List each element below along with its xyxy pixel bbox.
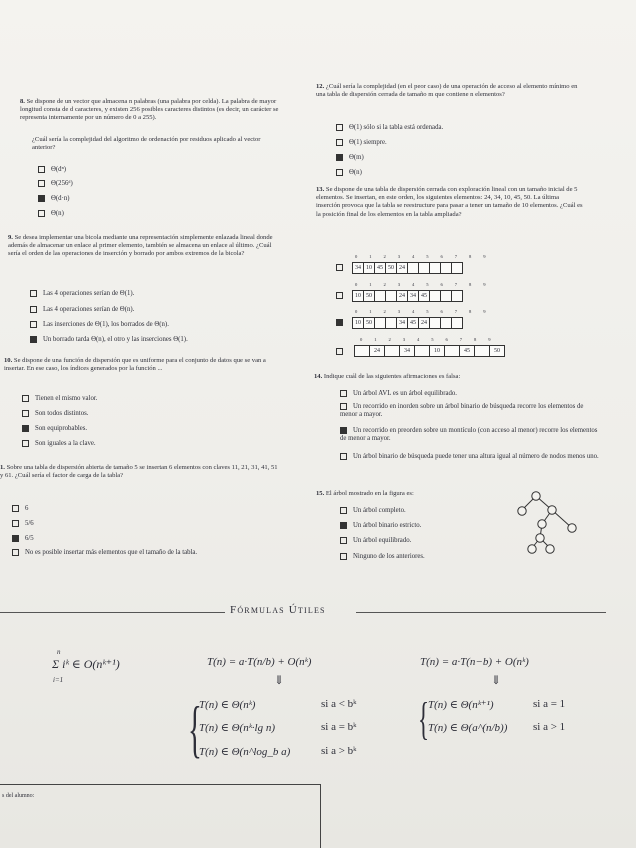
option-label: Θ(1) siempre. [349, 139, 387, 147]
case-1a: T(n) ∈ Θ(nᵏ) [199, 699, 256, 711]
question-number: 9. [8, 234, 13, 241]
checkbox[interactable] [340, 507, 347, 514]
sum-formula: Σ iᵏ ∈ O(nᵏ⁺¹) [52, 657, 120, 671]
option-label: 5/6 [25, 520, 34, 528]
checkbox[interactable] [336, 169, 343, 176]
checkbox[interactable] [38, 180, 45, 187]
table-cell: 34 [407, 290, 418, 302]
q15-option-3[interactable] [340, 553, 425, 561]
case-1b: T(n) ∈ Θ(nᵏ·lg n) [199, 722, 276, 734]
cond-2a: si a = 1 [533, 698, 566, 710]
formulas-title: Fórmulas Útiles [230, 604, 326, 616]
checkbox-checked[interactable] [340, 427, 347, 434]
table-cell [374, 290, 385, 302]
recurrence-divide: T(n) = a·T(n/b) + O(nᵏ) [207, 656, 312, 668]
checkbox[interactable] [22, 395, 29, 402]
index-row: 0 1 2 3 4 5 6 7 8 9 [355, 254, 491, 259]
student-name-label: s del alumno: [2, 793, 35, 799]
option-label: No es posible insertar más elementos que el tamaño de la tabla. [25, 549, 198, 557]
question-number: 13. [316, 186, 325, 193]
question-10 [4, 357, 280, 373]
table-cell [451, 317, 463, 329]
cond-1a: si a < bᵏ [321, 698, 357, 710]
checkbox[interactable] [336, 139, 343, 146]
table-cell [374, 317, 385, 329]
option-label: Un árbol equilibrado. [353, 537, 412, 545]
question-prompt: ¿Cuál sería la complejidad del algoritmo de ordenación por residuos aplicado al vector anterior? [32, 136, 261, 152]
checkbox-checked[interactable] [22, 425, 29, 432]
option-label: Θ(256ᵈ) [51, 180, 73, 188]
checkbox-checked[interactable] [340, 522, 347, 529]
question-14 [314, 373, 584, 381]
q14-option-0[interactable] [340, 390, 457, 398]
question-12 [316, 83, 578, 99]
question-text: Se dispone de una función de dispersión que es uniforme para el conjunto de datos que se van a insertar. En ese caso, los índices generados por la función ... [4, 357, 266, 373]
table-cell: 34 [352, 262, 363, 274]
option-label: Un árbol binario de búsqueda puede tener una altura igual al número de nodos menos uno. [353, 453, 599, 461]
question-number: 1. [0, 464, 5, 471]
q14-option-3[interactable] [340, 453, 602, 461]
option-label: Θ(n) [51, 210, 64, 218]
option-label: Θ(d·n) [51, 195, 70, 203]
option-label: Son todos distintos. [35, 410, 89, 418]
table-cell: 45 [374, 262, 385, 274]
checkbox[interactable] [340, 553, 347, 560]
table-cell: 50 [489, 345, 505, 357]
checkbox[interactable] [30, 306, 37, 313]
q14-option-2[interactable] [340, 427, 602, 443]
question-text: Se dispone de un vector que almacena n palabras (una palabra por celda). La palabra de mayor longitud consta de d caracteres, y existen 256 posibles caracteres distintos (es decir, un carácter se representa internamente por un número de 0 a 255). [20, 98, 279, 122]
q13-table-1 [352, 290, 463, 302]
sum-upper: n [57, 648, 61, 656]
option-label: Las 4 operaciones serían de Θ(n). [43, 306, 135, 314]
table-cell: 24 [396, 290, 407, 302]
table-cell [385, 290, 396, 302]
q12-option-3[interactable] [336, 169, 362, 177]
checkbox[interactable] [336, 124, 343, 131]
case-2b: T(n) ∈ Θ(a^(n/b)) [428, 722, 508, 734]
question-text: ¿Cuál sería la complejidad (en el peor caso) de una operación de acceso al elemento mínimo en una tabla de dispersión cerrada de tamaño m que contiene n elementos? [316, 83, 578, 99]
table-cell: 45 [407, 317, 418, 329]
divider-right [356, 612, 606, 613]
question-text: Se dispone de una tabla de dispersión cerrada con exploración lineal con un tamaño inicial de 5 elementos. Se insertan, en este orden, los siguientes elementos: 24, 34, 10, 45, 50. La última inserción provoca que la tabla se reestructure para pasar a tener un tamaño de 10 elementos. ¿Cuál es la posición final de los elementos en la tabla ampliada? [316, 186, 583, 218]
table-cell: 34 [396, 317, 407, 329]
checkbox[interactable] [22, 440, 29, 447]
q12-option-2[interactable] [336, 154, 364, 162]
case-2a: T(n) ∈ Θ(nᵏ⁺¹) [428, 699, 494, 711]
checkbox[interactable] [38, 166, 45, 173]
checkbox[interactable] [30, 321, 37, 328]
option-label: Tienen el mismo valor. [35, 395, 98, 403]
q13-table-2 [352, 317, 463, 329]
checkbox[interactable] [12, 549, 19, 556]
checkbox[interactable] [12, 520, 19, 527]
table-cell [407, 262, 418, 274]
table-cell [440, 317, 451, 329]
question-8 [20, 98, 282, 123]
question-text: El árbol mostrado en la figura es: [325, 490, 414, 497]
divider-left [0, 612, 225, 613]
option-label: Un recorrido en inorden sobre un árbol binario de búsqueda recorre los elementos de menor a mayor. [340, 403, 584, 419]
q10-option-1[interactable] [22, 410, 88, 418]
cond-2b: si a > 1 [533, 721, 566, 733]
table-cell: 24 [396, 262, 407, 274]
option-label: Un árbol AVL es un árbol equilibrado. [353, 390, 458, 398]
question-text: Sobre una tabla de dispersión abierta de tamaño 5 se insertan 6 elementos con claves 11, 21, 31, 41, 51 y 61. ¿Cuál sería el factor de carga de la tabla? [0, 464, 278, 480]
q8-option-2[interactable] [38, 195, 70, 203]
down-arrow-icon: ⇓ [274, 673, 285, 687]
question-text: Indique cuál de las siguientes afirmaciones es falsa: [323, 373, 461, 380]
q11-option-2[interactable] [12, 535, 34, 543]
table-cell: 24 [418, 317, 429, 329]
checkbox-checked[interactable] [30, 336, 37, 343]
q13-option-2-checkbox-checked[interactable] [336, 319, 343, 326]
checkbox[interactable] [38, 210, 45, 217]
option-label: Son iguales a la clave. [35, 440, 96, 448]
option-label: Un árbol completo. [353, 507, 406, 515]
left-brace: { [188, 693, 202, 764]
table-cell [429, 290, 440, 302]
table-cell: 45 [418, 290, 429, 302]
option-label: Un árbol binario estricto. [353, 522, 422, 530]
option-label: 6/5 [25, 535, 34, 543]
question-number: 14. [314, 373, 323, 380]
option-label: Las 4 operaciones serían de Θ(1). [43, 290, 135, 298]
recurrence-subtract: T(n) = a·T(n−b) + O(nᵏ) [420, 656, 529, 668]
checkbox[interactable] [340, 390, 347, 397]
q15-option-2[interactable] [340, 537, 411, 545]
option-label: Θ(dⁿ) [51, 166, 66, 174]
cond-1b: si a = bᵏ [321, 721, 357, 733]
table-cell [429, 317, 440, 329]
checkbox[interactable] [12, 505, 19, 512]
table-cell [474, 345, 489, 357]
question-number: 8. [20, 98, 25, 105]
q8-option-3[interactable] [38, 210, 64, 218]
index-row: 0 1 2 3 4 5 6 7 8 9 [355, 309, 491, 314]
table-cell [414, 345, 429, 357]
q13-table-3 [354, 345, 505, 357]
cond-1c: si a > bᵏ [321, 745, 357, 757]
q13-option-1-checkbox[interactable] [336, 292, 343, 299]
question-9 [8, 234, 280, 259]
q13-option-3-checkbox[interactable] [336, 348, 343, 355]
student-name-box[interactable] [0, 784, 321, 848]
q11-option-0[interactable] [12, 505, 28, 513]
question-number: 10. [4, 357, 13, 364]
option-label: Θ(n) [349, 169, 362, 177]
q9-option-3[interactable] [30, 336, 188, 344]
table-cell: 50 [363, 290, 374, 302]
checkbox[interactable] [340, 453, 347, 460]
q14-option-1[interactable] [340, 403, 602, 419]
q15-option-0[interactable] [340, 507, 406, 515]
index-row: 0 1 2 3 4 5 6 7 8 9 [355, 282, 491, 287]
table-cell: 45 [459, 345, 474, 357]
question-text: Se desea implementar una bicola mediante una representación simplemente enlazada lineal donde además de almacenar un enlace al primer elemento, también se almacena un enlace al último. ¿Cuál sería el orden de las operaciones de inserción y borrado por ambos extremos de la bicola? [8, 234, 273, 258]
checkbox[interactable] [30, 290, 37, 297]
checkbox-checked[interactable] [38, 195, 45, 202]
q8-option-1[interactable] [38, 180, 73, 188]
option-label: Son equiprobables. [35, 425, 88, 433]
q13-table-0 [352, 262, 463, 274]
question-number: 15. [316, 490, 325, 497]
question-number: 12. [316, 83, 325, 90]
q9-option-1[interactable] [30, 306, 134, 314]
option-label: Un recorrido en preorden sobre un montículo (con acceso al menor) recorre los elementos de menor a mayor. [340, 427, 598, 443]
question-11 [0, 464, 280, 480]
left-brace: { [418, 693, 430, 744]
q11-option-1[interactable] [12, 520, 34, 528]
checkbox-checked[interactable] [12, 535, 19, 542]
option-label: Las inserciones de Θ(1), los borrados de Θ(n). [43, 321, 169, 329]
table-cell [440, 262, 451, 274]
q9-option-2[interactable] [30, 321, 169, 329]
table-cell: 50 [363, 317, 374, 329]
q10-option-2[interactable] [22, 425, 87, 433]
table-cell [451, 290, 463, 302]
q12-option-0[interactable] [336, 124, 443, 132]
table-cell [385, 317, 396, 329]
option-label: Θ(1) sólo si la tabla está ordenada. [349, 124, 444, 132]
table-cell [418, 262, 429, 274]
table-cell: 10 [429, 345, 444, 357]
checkbox-checked[interactable] [336, 154, 343, 161]
table-cell [354, 345, 369, 357]
q12-option-1[interactable] [336, 139, 387, 147]
down-arrow-icon: ⇓ [491, 673, 502, 687]
checkbox[interactable] [340, 403, 347, 410]
option-label: 6 [25, 505, 29, 513]
binary-tree-figure [512, 486, 582, 562]
table-cell: 34 [399, 345, 414, 357]
q10-option-0[interactable] [22, 395, 97, 403]
q9-option-0[interactable] [30, 290, 134, 298]
q15-option-1[interactable] [340, 522, 421, 530]
index-row: 0 1 2 3 4 5 6 7 8 9 [360, 337, 496, 342]
option-label: Ninguno de los anteriores. [353, 553, 425, 561]
q11-option-3[interactable] [12, 549, 280, 557]
question-15 [316, 490, 516, 498]
option-label: Θ(m) [349, 154, 364, 162]
sum-lower: i=1 [53, 676, 64, 684]
table-cell: 10 [352, 290, 363, 302]
question-13 [316, 186, 584, 219]
table-cell: 10 [363, 262, 374, 274]
table-cell: 24 [369, 345, 384, 357]
checkbox[interactable] [22, 410, 29, 417]
table-cell [440, 290, 451, 302]
table-cell: 50 [385, 262, 396, 274]
table-cell: 10 [352, 317, 363, 329]
table-cell [429, 262, 440, 274]
q10-option-3[interactable] [22, 440, 96, 448]
table-cell [444, 345, 459, 357]
table-cell [451, 262, 463, 274]
case-1c: T(n) ∈ Θ(n^log_b a) [199, 746, 291, 758]
option-label: Un borrado tarda Θ(n), el otro y las inserciones Θ(1). [43, 336, 188, 344]
table-cell [384, 345, 399, 357]
q8-option-0[interactable] [38, 166, 66, 174]
checkbox[interactable] [340, 537, 347, 544]
question-8-prompt [32, 136, 282, 152]
q13-option-0-checkbox[interactable] [336, 264, 343, 271]
